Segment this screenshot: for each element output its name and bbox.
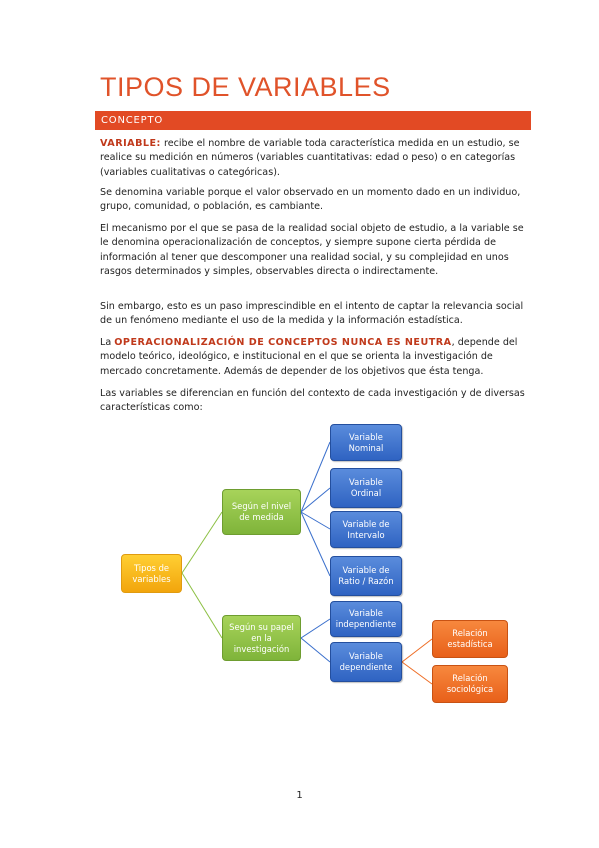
page-title: TIPOS DE VARIABLES — [100, 72, 391, 102]
node-variable-independiente: Variable independiente — [330, 601, 402, 637]
connector-level-ratio — [301, 512, 330, 576]
node-variable-nominal: Variable Nominal — [330, 424, 402, 461]
paragraph-text: recibe el nombre de variable toda característica medida en un estudio, se realice su medición en números (variables cuantitativas: edad o peso) o en categorías (variables cualitativas o categóricas). — [100, 138, 520, 178]
connector-root-role — [182, 573, 222, 638]
node-relacion-estadistica: Relación estadística — [432, 620, 508, 658]
paragraph-text: , depende del modelo teórico, ideológico, e institucional en el que se orienta la investigación de mercado concretamente. Además de depender de los objetivos que ésta tenga. — [100, 337, 518, 377]
node-variable-ratio: Variable de Ratio / Razón — [330, 556, 402, 596]
node-relacion-sociologica: Relación sociológica — [432, 665, 508, 703]
connector-level-nominal — [301, 442, 330, 512]
node-variable-dependiente: Variable dependiente — [330, 642, 402, 682]
connector-level-ordinal — [301, 488, 330, 512]
connector-role-independent — [301, 619, 330, 638]
paragraph-operationalization: El mecanismo por el que se pasa de la realidad social objeto de estudio, a la variable se le denomina operacionalización de conceptos, y siempre supone cierta pérdida de información al tener que descomponer una realidad social, y su complejidad en unos rasgos determinados y simples, observables directa o indirectamente. — [100, 223, 524, 277]
connector-dependent-sociological — [402, 662, 432, 684]
node-papel-investigacion: Según su papel en la investigación — [222, 615, 301, 661]
keyword-variable: VARIABLE: — [100, 138, 161, 149]
page-number: 1 — [296, 790, 303, 801]
connector-root-level — [182, 512, 222, 573]
node-tipos-de-variables: Tipos de variables — [121, 554, 182, 593]
node-variable-ordinal: Variable Ordinal — [330, 468, 402, 508]
connector-role-dependent — [301, 638, 330, 662]
keyword-operationalization: OPERACIONALIZACIÓN DE CONCEPTOS NUNCA ES NEUTRA — [114, 337, 452, 348]
paragraph-intro-diagram: Las variables se diferencian en función del contexto de cada investigación y de diversas características como: — [100, 388, 525, 414]
paragraph-why-variable: Se denomina variable porque el valor observado en un momento dado en un individuo, grupo, comunidad, o población, es cambiante. — [100, 187, 521, 213]
paragraph-text: La — [100, 337, 115, 348]
connector-dependent-statistical — [402, 639, 432, 662]
node-variable-intervalo: Variable de Intervalo — [330, 511, 402, 548]
section-header-concepto: CONCEPTO — [95, 111, 531, 130]
paragraph-relevance: Sin embargo, esto es un paso imprescindible en el intento de captar la relevancia social de un fenómeno mediante el uso de la medida y la información estadística. — [100, 301, 524, 327]
node-nivel-de-medida: Según el nivel de medida — [222, 489, 301, 535]
